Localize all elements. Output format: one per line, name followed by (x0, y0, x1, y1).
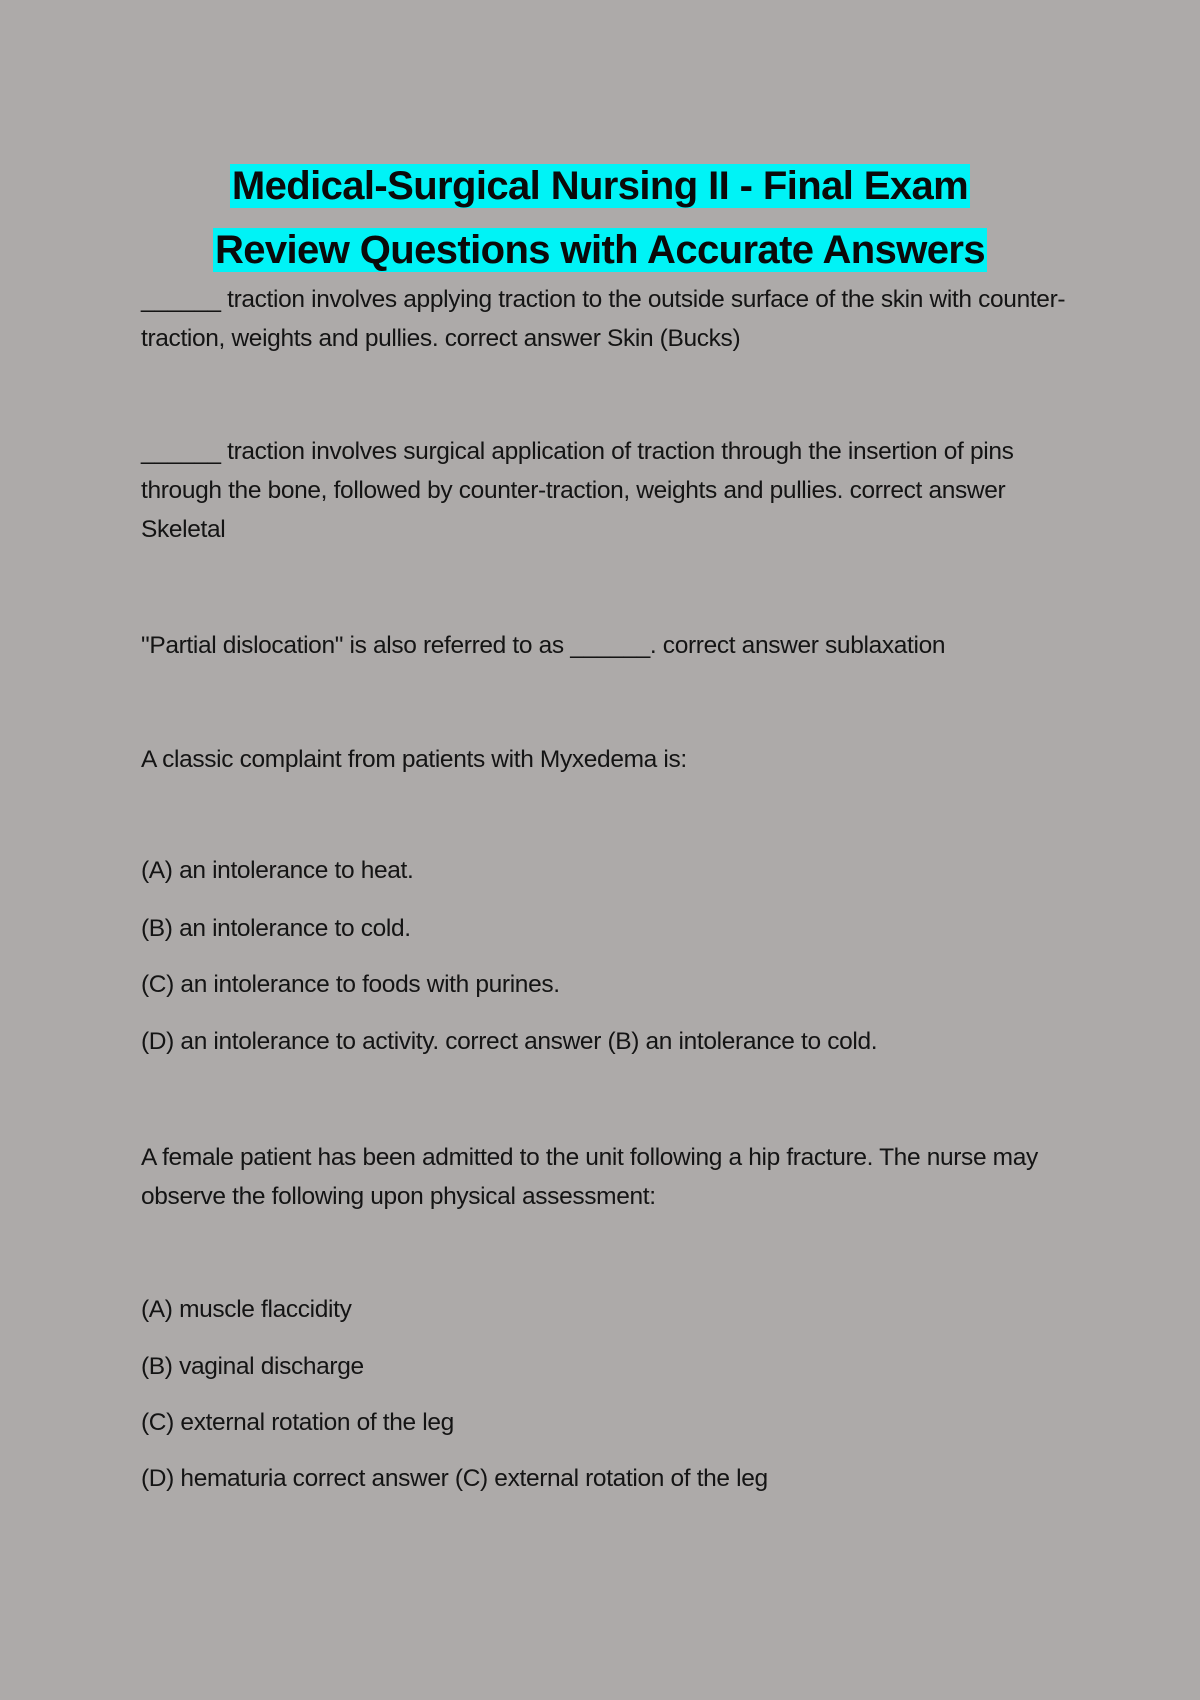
title-line-2-text: Review Questions with Accurate Answers (214, 228, 986, 272)
option-c-myxedema: (C) an intolerance to foods with purines. (141, 971, 560, 998)
question-hip-fracture: A female patient has been admitted to the unit following a hip fracture. The nurse may observe the following upon physical assessment: (141, 1144, 1038, 1210)
option-a-myxedema: (A) an intolerance to heat. (141, 857, 414, 884)
document-title (0, 154, 1200, 282)
question-skin-traction: ______ traction involves applying traction to the outside surface of the skin with counter-traction, weights and pullies. correct answer Skin (Bucks) (141, 286, 1066, 352)
title-line-1-text: Medical-Surgical Nursing II - Final Exam (231, 164, 969, 208)
option-d-myxedema: (D) an intolerance to activity. correct answer (B) an intolerance to cold. (141, 1028, 878, 1055)
title-line-1 (0, 154, 1200, 218)
option-a-hip: (A) muscle flaccidity (141, 1296, 352, 1323)
question-myxedema: A classic complaint from patients with Myxedema is: (141, 746, 687, 773)
question-partial-dislocation: "Partial dislocation" is also referred to as ______. correct answer sublaxation (141, 632, 946, 659)
title-line-2 (0, 218, 1200, 282)
question-skeletal-traction: ______ traction involves surgical application of traction through the insertion of pins through the bone, followed by counter-traction, weights and pullies. correct answer Skeletal (141, 438, 1014, 543)
option-d-hip: (D) hematuria correct answer (C) external rotation of the leg (141, 1465, 768, 1492)
option-c-hip: (C) external rotation of the leg (141, 1409, 454, 1436)
option-b-myxedema: (B) an intolerance to cold. (141, 915, 411, 942)
option-b-hip: (B) vaginal discharge (141, 1353, 364, 1380)
